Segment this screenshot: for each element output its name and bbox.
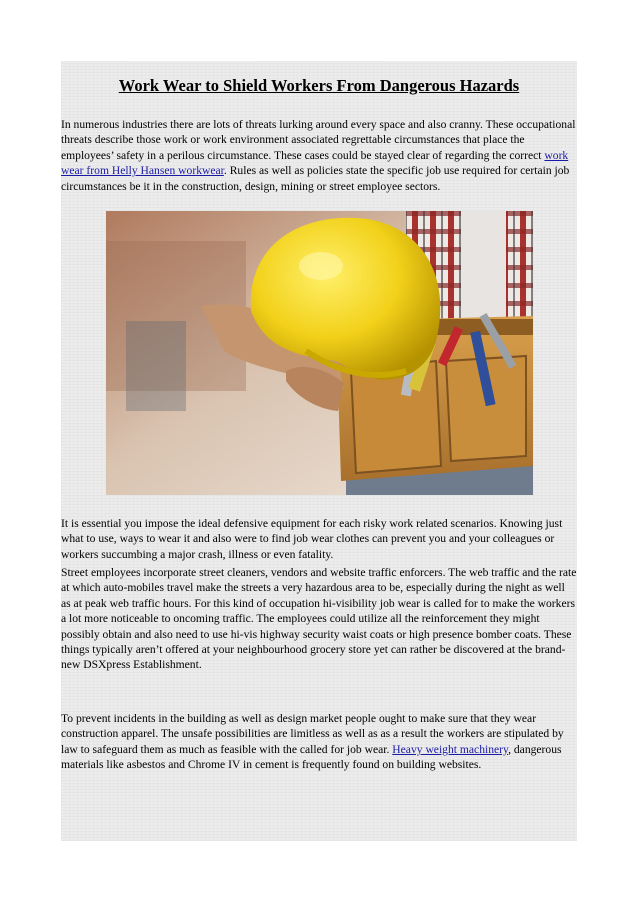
construction-text-end: , dangerous materials like asbestos and Chrome IV in cement is frequently found on building websites.: [61, 742, 562, 772]
construction-text-start: To prevent incidents in the building as well as design market people ought to make sure that they wear construction apparel. The unsafe possibilities are limitless as well as as a result the workers are stipulated by law to safeguard them as much as feasible with the called for job wear.: [61, 712, 564, 756]
worker-hardhat-toolbelt-photo: [106, 211, 533, 495]
document-page: [61, 61, 577, 841]
street-workers-paragraph: Street employees incorporate street cleaners, vendors and website traffic enforcers. The web traffic and the rate at which auto-mobiles travel make the streets a very hazardous area to be, especially during the night as well as at peak web traffic hours. For this kind of occupation hi-visibility job wear is called for to make the workers a lot more noticeable to oncoming traffic. The employees could utilize all the reinforcement they might possibly obtain and also need to use hi-vis highway security waist coats or high presence bomber coats. These things typically aren’t offered at your neighbourhood grocery store yet can rather be discovered at the brand-new DSXpress Establishment.: [61, 566, 577, 672]
heavy-weight-machinery-link[interactable]: Heavy weight machinery: [392, 742, 509, 756]
helly-hansen-workwear-link[interactable]: work wear from Helly Hansen workwear: [61, 148, 569, 178]
intro-text-end: . Rules as well as policies state the specific job use required for certain job circumstances be it in the construction, design, mining or street employee sectors.: [61, 164, 570, 193]
equipment-paragraph: It is essential you impose the ideal defensive equipment for each risky work related scenarios. Knowing just what to use, ways to wear it and also were to find job wear clothes can prevent you and your colleagues or workers succumbing a major crash, illness or even fatality.: [61, 517, 563, 561]
page-title: Work Wear to Shield Workers From Dangerous Hazards: [118, 76, 520, 95]
construction-paragraph: [61, 711, 577, 773]
intro-text-start: In numerous industries there are lots of threats lurking around every space and also cranny. These occupational threats describe those work or work environment associated regrettable circumstances that place the employees’ safety in a perilous circumstance. These cases could be stayed clear of regarding the correct: [61, 118, 576, 162]
intro-paragraph: [61, 117, 577, 194]
